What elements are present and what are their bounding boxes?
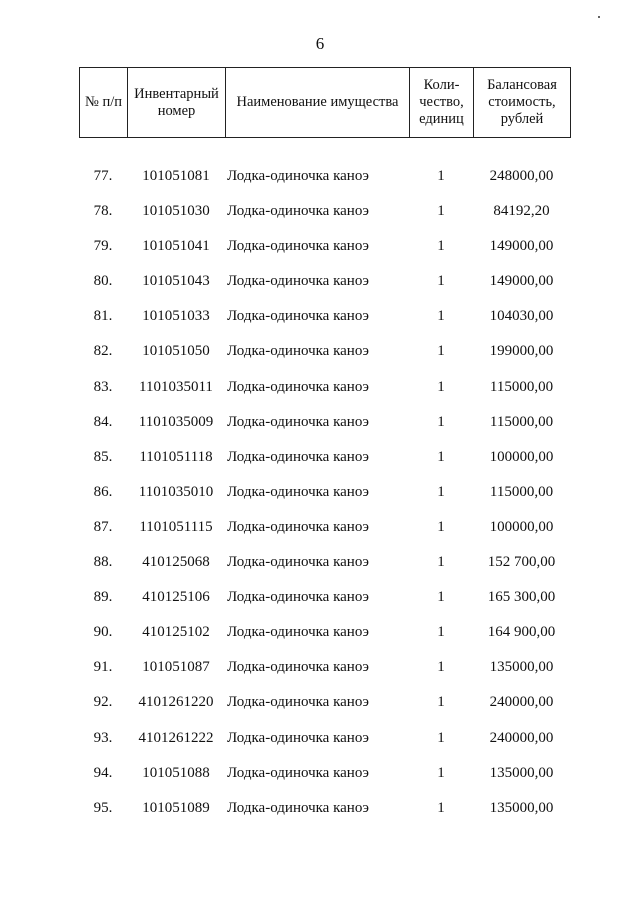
inventory-number: 410125068 (142, 554, 210, 571)
table-row (79, 688, 570, 723)
quantity: 1 (437, 203, 445, 220)
row-number: 93. (93, 729, 113, 746)
header-cost: Балансовая стоимость, рублей (474, 68, 571, 138)
table-row (79, 443, 570, 478)
quantity: 1 (437, 729, 445, 746)
row-number: 89. (93, 589, 113, 606)
row-number: 90. (93, 624, 113, 641)
inventory-number: 4101261222 (138, 729, 214, 746)
item-name: Лодка-одиночка каноэ (227, 238, 369, 255)
row-number: 84. (93, 413, 113, 430)
inventory-number: 101051087 (142, 659, 210, 676)
item-name: Лодка-одиночка каноэ (227, 483, 369, 500)
inventory-number: 101051043 (142, 273, 210, 290)
quantity: 1 (437, 518, 445, 535)
quantity: 1 (437, 799, 445, 816)
inventory-number: 410125106 (142, 589, 210, 606)
inventory-number: 101051081 (142, 168, 210, 184)
balance-cost: 115000,00 (489, 483, 554, 500)
table-row (79, 267, 570, 302)
table-row (79, 653, 570, 688)
row-number: 81. (93, 308, 113, 325)
row-number: 86. (93, 483, 113, 500)
item-name: Лодка-одиночка каноэ (227, 203, 369, 220)
quantity: 1 (437, 764, 445, 781)
inventory-number: 101051050 (142, 343, 210, 360)
quantity: 1 (437, 343, 445, 360)
inventory-number: 4101261220 (138, 694, 214, 711)
quantity: 1 (437, 378, 445, 395)
item-name: Лодка-одиночка каноэ (227, 518, 369, 535)
header-num: № п/п (80, 68, 128, 138)
quantity: 1 (437, 659, 445, 676)
row-number: 91. (93, 659, 113, 676)
quantity: 1 (437, 589, 445, 606)
table-row (79, 548, 570, 583)
inventory-number: 101051089 (142, 799, 210, 816)
balance-cost: 165 300,00 (487, 589, 556, 606)
page-number: 6 (315, 34, 325, 53)
row-number: 85. (93, 448, 113, 465)
balance-cost: 135000,00 (489, 659, 554, 676)
balance-cost: 164 900,00 (487, 624, 556, 641)
balance-cost: 248000,00 (489, 168, 554, 184)
header-inventory: Инвентарный номер (128, 68, 226, 138)
item-name: Лодка-одиночка каноэ (227, 343, 369, 360)
balance-cost: 135000,00 (489, 764, 554, 781)
item-name: Лодка-одиночка каноэ (227, 554, 369, 571)
balance-cost: 115000,00 (489, 378, 554, 395)
balance-cost: 100000,00 (489, 518, 554, 535)
table-body (79, 162, 570, 829)
inventory-number: 101051041 (142, 238, 210, 255)
balance-cost: 152 700,00 (487, 554, 556, 571)
item-name: Лодка-одиночка каноэ (227, 764, 369, 781)
row-number: 78. (93, 203, 113, 220)
table-row (79, 197, 570, 232)
table-row (79, 513, 570, 548)
quantity: 1 (437, 238, 445, 255)
table-row (79, 162, 570, 197)
quantity: 1 (437, 273, 445, 290)
balance-cost: 199000,00 (489, 343, 554, 360)
balance-cost: 240000,00 (489, 729, 554, 746)
balance-cost: 149000,00 (489, 238, 554, 255)
balance-cost: 115000,00 (489, 413, 554, 430)
row-number: 92. (93, 694, 113, 711)
item-name: Лодка-одиночка каноэ (227, 273, 369, 290)
quantity: 1 (437, 308, 445, 325)
scan-mark (598, 16, 600, 18)
balance-cost: 240000,00 (489, 694, 554, 711)
header-quantity: Коли-чество, единиц (410, 68, 474, 138)
item-name: Лодка-одиночка каноэ (227, 799, 369, 816)
row-number: 87. (93, 518, 113, 535)
quantity: 1 (437, 694, 445, 711)
table-row (79, 724, 570, 759)
inventory-number: 101051033 (142, 308, 210, 325)
balance-cost: 104030,00 (489, 308, 554, 325)
row-number: 88. (93, 554, 113, 571)
quantity: 1 (437, 448, 445, 465)
row-number: 95. (93, 799, 113, 816)
row-number: 83. (93, 378, 113, 395)
item-name: Лодка-одиночка каноэ (227, 589, 369, 606)
table-row (79, 759, 570, 794)
quantity: 1 (437, 168, 445, 184)
table-row (79, 302, 570, 337)
row-number: 77. (93, 168, 113, 184)
table-row (79, 794, 570, 829)
row-number: 80. (93, 273, 113, 290)
row-number: 94. (93, 764, 113, 781)
inventory-number: 1101035010 (138, 483, 214, 500)
quantity: 1 (437, 554, 445, 571)
table-header (79, 67, 571, 138)
item-name: Лодка-одиночка каноэ (227, 729, 369, 746)
balance-cost: 100000,00 (489, 448, 554, 465)
quantity: 1 (437, 413, 445, 430)
balance-cost: 149000,00 (489, 273, 554, 290)
item-name: Лодка-одиночка каноэ (227, 168, 369, 184)
table-row (79, 408, 570, 443)
item-name: Лодка-одиночка каноэ (227, 694, 369, 711)
quantity: 1 (437, 624, 445, 641)
table-row (79, 373, 570, 408)
inventory-number: 1101051115 (139, 518, 213, 535)
table-row (79, 583, 570, 618)
header-name: Наименование имущества (226, 68, 410, 138)
item-name: Лодка-одиночка каноэ (227, 413, 369, 430)
row-number: 79. (93, 238, 113, 255)
item-name: Лодка-одиночка каноэ (227, 624, 369, 641)
inventory-number: 1101035009 (138, 413, 214, 430)
row-number: 82. (93, 343, 113, 360)
inventory-number: 1101035011 (139, 378, 213, 395)
inventory-number: 101051088 (142, 764, 210, 781)
item-name: Лодка-одиночка каноэ (227, 378, 369, 395)
item-name: Лодка-одиночка каноэ (227, 659, 369, 676)
table-row (79, 618, 570, 653)
inventory-number: 101051030 (142, 203, 210, 220)
balance-cost: 84192,20 (493, 203, 550, 220)
table-row (79, 337, 570, 372)
quantity: 1 (437, 483, 445, 500)
balance-cost: 135000,00 (489, 799, 554, 816)
table-row (79, 478, 570, 513)
inventory-number: 1101051118 (139, 448, 213, 465)
item-name: Лодка-одиночка каноэ (227, 308, 369, 325)
inventory-number: 410125102 (142, 624, 210, 641)
item-name: Лодка-одиночка каноэ (227, 448, 369, 465)
table-row (79, 232, 570, 267)
